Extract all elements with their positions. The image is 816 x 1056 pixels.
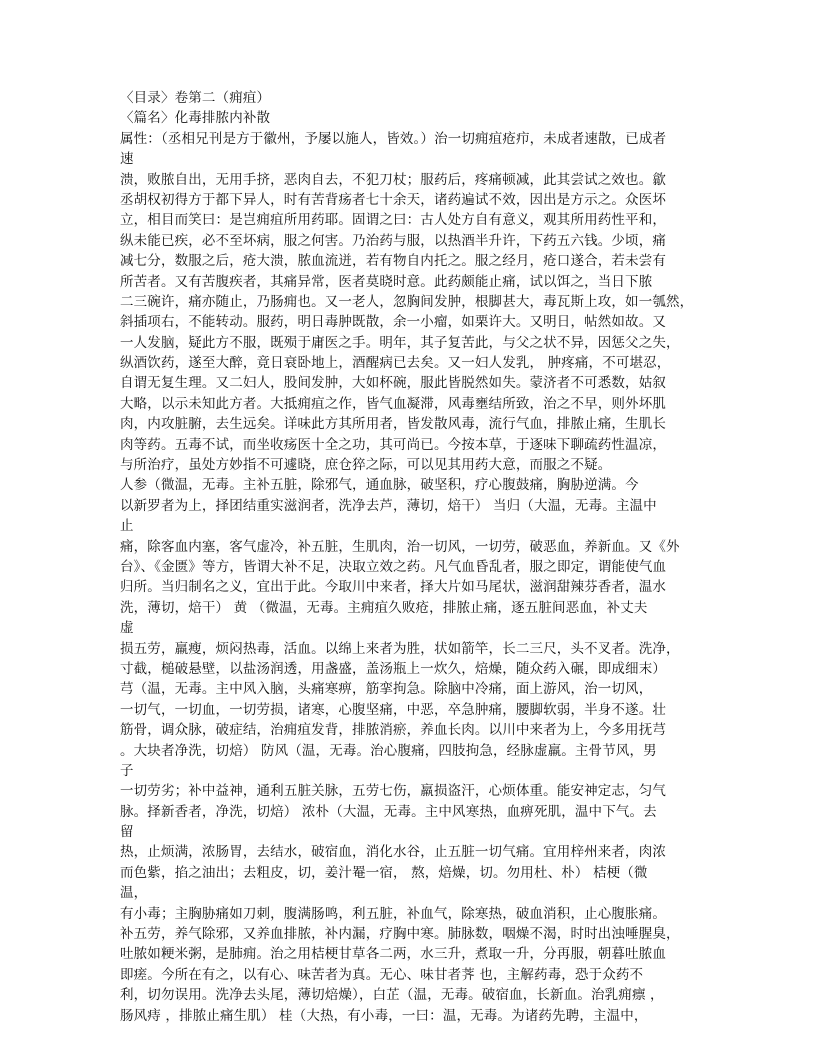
text-line: 热，止烦满，浓肠胃，去结水，破宿血，消化水谷，止五脏一切气痛。宜用梓州来者，肉浓: [120, 844, 666, 861]
text-line: 立，相目而笑曰：是岂痈疽所用药耶。固谓之曰：古人处方自有意义，观其所用药性平和，: [120, 212, 666, 229]
text-line: 属性：（丞相兄刊是方于徽州，予屡以施人，皆效。）治一切痈疽疮疖，未成者速散，已成者: [120, 130, 667, 147]
text-line: 吐脓如粳米粥，是肺痈。治之用桔梗甘草各二两，水三升，煮取一升，分再服，朝暮吐脓血: [120, 946, 666, 963]
text-line: 速: [120, 151, 134, 168]
text-line: 脉。择新香者，净洗，切焙） 浓朴（大温，无毒。主中风寒热，血痹死肌，温中下气。去: [120, 803, 657, 820]
text-line: 止: [120, 518, 134, 535]
text-line: 纵未能已疾，必不至坏病，服之何害。乃治药与服，以热酒半升许，下药五六钱。少顷，痛: [120, 232, 666, 249]
text-line: 留: [120, 824, 134, 841]
text-line: 〈目录〉卷第二（痈疽）: [120, 90, 271, 106]
text-line: 一人发脑，疑此方不服，既殒于庸医之手。明年，其子复苦此，与父之状不异，因惩父之失，: [120, 334, 680, 351]
text-line: 自谓无复生理。又二妇人，股间发肿，大如杯碗，服此皆脱然如失。蒙济者不可悉数，姑叙: [120, 375, 666, 392]
text-line: 〈篇名〉化毒排脓内补散: [120, 110, 271, 127]
text-line: 寸截，槌破悬壁，以盐汤润透，用盏盛，盖汤瓶上一炊久，焙燥，随众药入碾，即成细末）: [120, 660, 666, 677]
text-line: 。大块者净洗，切焙） 防风（温，无毒。治心腹痛，四肢拘急，经脉虚羸。主骨节风，男: [120, 742, 657, 759]
text-line: 芎（温，无毒。主中风入脑，头痛寒痹，筋挛拘急。除脑中冷痛，面上游风，治一切风，: [120, 681, 653, 698]
text-line: 洗，薄切，焙干） 黄 （微温，无毒。主痈疽久败疮，排脓止痛，逐五脏间恶血，补丈夫: [120, 599, 648, 616]
text-line: 一切劳劣；补中益神，通利五脏关脉，五劳七伤，羸损盗汗，心烦体重。能安神定志，匀气: [120, 783, 666, 800]
text-line: 损五劳，羸瘦，烦闷热毒，活血。以绵上来者为胜，状如箭竿，长二三尺，头不叉者。洗净，: [120, 640, 680, 657]
text-line: 补五劳，养气除邪，又养血排脓，补内漏，疗胸中寒。肺脉数，咽燥不渴，时时出浊唾腥臭，: [120, 926, 680, 943]
text-line: 肉，内攻脏腑，去生远矣。详味此方其所用者，皆发散风毒，流行气血，排脓止痛，生肌长: [120, 416, 666, 433]
text-line: 归所。当归制名之义，宜出于此。今取川中来者，择大片如马尾状，滋润甜辣芬香者，温水: [120, 579, 666, 596]
text-line: 有小毒；主胸胁痛如刀刺，腹满肠鸣，利五脏，补血气，除寒热，破血消积，止心腹胀痛。: [120, 905, 666, 922]
text-line: 肉等药。五毒不试，而坐收疡医十全之功，其可尚已。今按本草，于逐味下聊疏药性温凉，: [120, 436, 666, 453]
text-line: 丞胡权初得方于都下异人，时有苦背疡者七十余天，诸药遍试不效，因出是方示之。众医坏: [120, 191, 666, 208]
text-line: 痛，除客血内塞，客气虚冷，补五脏，生肌肉，治一切风，一切劳，破恶血，养新血。又《外: [120, 538, 680, 555]
text-line: 所苦者。又有苦腹疾者，其痛异常，医者莫晓时意。此药颇能止痛，试以饵之，当日下脓: [120, 273, 653, 290]
text-line: 台》、《金匮》等方，皆谓大补不足，决取立效之药。凡气血昏乱者，服之即定，谓能使气血: [120, 558, 667, 575]
text-line: 利，切勿误用。洗净去头尾，薄切焙燥），白芷（温，无毒。破宿血，长新血。治乳痈瘭 ，: [120, 987, 664, 1004]
text-line: 大略，以示未知此方者。大抵痈疽之作，皆气血凝滞，风毒壅结所致，治之不早，则外坏肌: [120, 395, 666, 412]
text-line: 即瘥。今所在有之，以有心、味苦者为真。无心、味甘者荠 也，主解药毒，恐于众药不: [120, 966, 644, 983]
text-line: 人参（微温，无毒。主补五脏，除邪气，通血脉，破坚积，疗心腹鼓痛，胸胁逆满。今: [120, 477, 639, 494]
text-line: 斜插项右，不能转动。服药，明日毒肿既散，余一小瘤，如栗许大。又明日，帖然如故。又: [120, 314, 666, 331]
text-line: 肠风痔 ，排脓止痛生肌） 桂（大热，有小毒，一曰：温，无毒。为诸药先聘，主温中，: [120, 1007, 648, 1024]
text-line: 筋骨，调众脉，破症结，治痈疽发背，排脓消瘀，养血长肉。以川中来者为上，今多用抚芎: [120, 722, 666, 739]
text-line: 二三碗许，痛亦随止，乃肠痈也。又一老人，忽胸间发肿，根脚甚大，毒瓦斯上攻，如一瓠然，: [120, 293, 694, 310]
text-line: 子: [120, 762, 134, 779]
text-line: 虚: [120, 620, 134, 637]
text-line: 温，: [120, 885, 148, 902]
text-line: 一切气，一切血，一切劳损，诸寒，心腹坚痛，中恶，卒急肿痛，腰脚软弱，半身不遂。壮: [120, 701, 666, 718]
text-line: 而色紫，掐之油出；去粗皮，切，姜汁罨一宿， 熬，焙燥，切。勿用杜、朴） 桔梗（微: [120, 864, 648, 881]
text-line: 减七分，数服之后，疮大溃，脓血流迸，若有物自内托之。服之经月，疮口遂合，若未尝有: [120, 253, 666, 270]
document-page: [120, 88, 710, 1026]
text-line: 与所治疗，虽处方妙指不可遽晓，庶仓猝之际，可以见其用药大意，而服之不疑。: [120, 457, 612, 474]
text-line: 以新罗者为上，择团结重实滋润者，洗净去芦，薄切，焙干） 当归（大温，无毒。主温中: [120, 497, 657, 514]
text-line: 纵酒饮药，遂至大醉，竟日衰卧地上，酒醒病已去矣。又一妇人发乳， 肿疼痛，不可堪忍，: [120, 355, 671, 372]
text-line: 溃，败脓自出，无用手挤，恶肉自去，不犯刀杖；服药后，疼痛顿减，此其尝试之效也。歙: [120, 171, 666, 188]
